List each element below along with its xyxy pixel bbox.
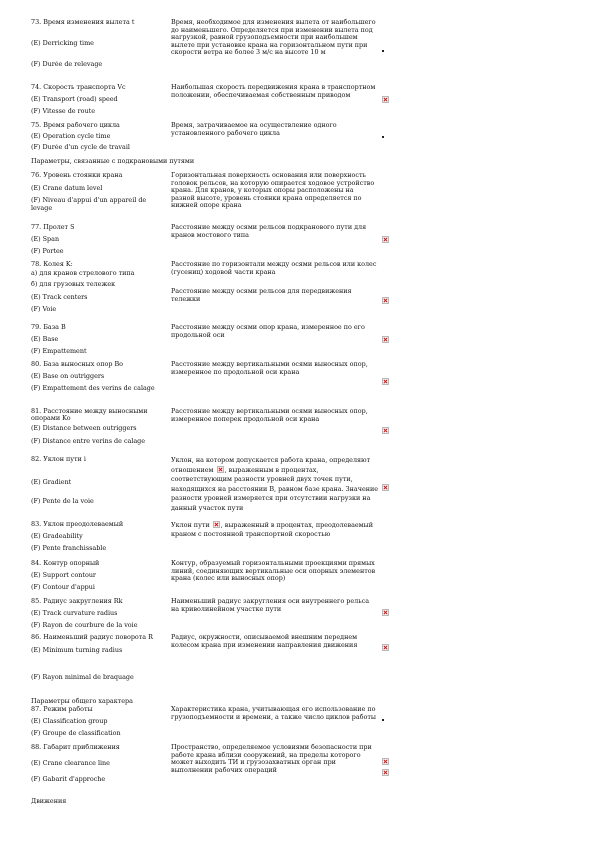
term-en: (E) Crane datum level [31, 185, 103, 193]
definition: Характеристика крана, учитывающая его использование по грузоподъемности и времени, а также число циклов работы [171, 705, 376, 721]
term-fr: (F) Durée d'un cycle de travail [31, 144, 130, 152]
definition: Расстояние между осями рельсов подкранового пути для кранов мостового типа [171, 223, 367, 239]
section-header: Параметры, связанные с подкрановыми путями [31, 157, 195, 165]
term-fr: (F) Voie [31, 305, 57, 313]
term-ru: 80. База выносных опор Bo [31, 361, 123, 368]
term-ru: 76. Уровень стоянки крана [31, 172, 123, 179]
definition: Расстояние между осями опор крана, измеренное по его продольной оси [171, 323, 365, 339]
term-ru: 75. Время рабочего цикла [31, 122, 120, 129]
term-ru: 77. Пролет S [31, 224, 75, 231]
definition: Уклон, на котором допускается работа крана, определяют отношением , выраженным в процентах, соответствующим разности уровней двух точек пути, находящихся на расстоянии B, равном базе крана. Значение разности уровней измеряется при отсутствии нагрузки на данный участок пути [171, 456, 379, 512]
term-fr: (F) Groupe de classification [31, 730, 121, 738]
term-ru: 84. Контур опорный [31, 560, 100, 567]
term-fr: (F) Pente de la voie [31, 498, 94, 506]
term-fr: (F) Rayon minimal de braquage [31, 674, 134, 682]
definition: Пространство, определяемое условиями безопасности при работе крана вблизи сооружений, на пределы которого может выходить ТИ и грузозахватных орган при выполнении рабочих операций [171, 743, 372, 774]
term-en: (E) Classification group [31, 718, 108, 726]
term-fr: (F) Empattement [31, 348, 87, 356]
term-en: (E) Span [31, 236, 60, 244]
term-ru: 87. Режим работы [31, 706, 93, 713]
bullet-dot [382, 50, 384, 52]
definition: Наибольшая скорость передвижения крана в транспортном положении, обеспечиваемая собственным приводом [171, 83, 376, 99]
broken-image-icon [217, 466, 224, 473]
term-ru: 78. Колея K: [31, 261, 73, 268]
definition: Радиус, окружности, описываемой внешним переднем колесом крана при изменении направления движения [171, 633, 358, 649]
broken-image-icon [382, 644, 389, 651]
definition-a: Расстояние по горизонтали между осями рельсов или колес (гусениц) ходовой части крана [171, 260, 377, 276]
term-en: (E) Minimum turning radius [31, 647, 123, 655]
definition: Наименьший радиус закругления оси внутреннего рельса на криволинейном участке пути [171, 597, 370, 613]
broken-image-icon [382, 758, 389, 765]
definition: Уклон пути , выраженный в процентах, преодолеваемый краном с постоянной транспортной скоростью [171, 521, 373, 538]
term-en: (E) Derricking time [31, 40, 94, 48]
definition: Расстояние между вертикальными осями выносных опор, измеренное поперек продольной оси крана [171, 407, 368, 423]
term-fr: (F) Pente franchissable [31, 545, 107, 553]
definition-b: Расстояние между осями рельсов для передвижения тележки [171, 287, 352, 303]
term-ru: 79. База B [31, 324, 66, 331]
term-en: (E) Transport (road) speed [31, 96, 118, 104]
definition: Горизонтальная поверхность основания или поверхность головок рельсов, на которую опирается ходовое устройство крана. Для кранов, у которых опоры расположены на разной высоте, уровень стоянки крана определяется по нижней опоре крана [171, 171, 375, 210]
term-en: (E) Operation cycle time [31, 133, 111, 141]
term-en: (E) Base [31, 336, 59, 344]
section-header: Параметры общего характера [31, 697, 133, 705]
bullet-dot [382, 136, 384, 138]
term-fr: (F) Distance entre verins de calage [31, 437, 146, 445]
term-en: (E) Gradeability [31, 533, 83, 541]
definition: Время, необходимое для изменения вылета от наибольшего до наименьшего. Определяется при изменении вылета под нагрузкой, равной грузоподъемности при наибольшем вылете при установке крана на горизонтальном пути при скорости ветра не более 3 м/с на высоте 10 м [171, 18, 376, 57]
definition: Расстояние между вертикальными осями выносных опор, измеренное по продольной оси крана [171, 360, 368, 376]
term-ru: 81. Расстояние между выносными опорами Ko [31, 408, 148, 423]
term-fr: (F) Durée de relevage [31, 61, 103, 69]
broken-image-icon [382, 378, 389, 385]
definition: Время, затрачиваемое на осуществление одного установленного рабочего цикла [171, 121, 337, 137]
term-en: (E) Track centers [31, 293, 88, 301]
broken-image-icon [382, 769, 389, 776]
term-fr: (F) Vitesse de route [31, 108, 95, 116]
broken-image-icon [382, 96, 389, 103]
term-en: (E) Gradient [31, 479, 72, 487]
term-en: (E) Base on outriggers [31, 373, 105, 381]
section-header: Движения [31, 797, 67, 805]
term-sub-b: б) для грузовых тележек [31, 281, 116, 289]
term-sub-a: а) для кранов стрелового типа [31, 270, 135, 278]
broken-image-icon [382, 609, 389, 616]
term-fr: (F) Niveau d'appui d'un appareil de levage [31, 197, 147, 212]
term-ru: 86. Наименьший радиус поворота R [31, 634, 153, 641]
broken-image-icon [213, 521, 220, 528]
term-ru: 74. Скорость транспорта Vc [31, 84, 126, 91]
term-fr: (F) Contour d'appui [31, 584, 95, 592]
term-ru: 85. Радиус закругления Rk [31, 598, 123, 605]
term-ru: 82. Уклон пути i [31, 456, 86, 463]
broken-image-icon [382, 236, 389, 243]
term-en: (E) Crane clearance line [31, 760, 110, 768]
term-en: (E) Distance between outriggers [31, 425, 137, 433]
bullet-dot [382, 719, 384, 721]
term-ru: 88. Габарит приближения [31, 744, 120, 751]
broken-image-icon [382, 427, 389, 434]
term-fr: (F) Empattement des verins de calage [31, 385, 155, 393]
term-ru: 73. Время изменения вылета t [31, 19, 135, 26]
term-fr: (F) Gabarit d'approche [31, 776, 106, 784]
broken-image-icon [382, 484, 389, 491]
term-en: (E) Support contour [31, 572, 96, 580]
broken-image-icon [382, 297, 389, 304]
definition: Контур, образуемый горизонтальными проекциями прямых линий, соединяющих вертикальные оси опорных элементов крана (колес или выносных опор) [171, 559, 376, 583]
term-ru: 83. Уклон преодолеваемый [31, 521, 124, 528]
term-en: (E) Track curvature radius [31, 610, 118, 618]
broken-image-icon [382, 336, 389, 343]
term-fr: (F) Portee [31, 248, 64, 256]
term-fr: (F) Rayon de courbure de la voie [31, 622, 138, 630]
